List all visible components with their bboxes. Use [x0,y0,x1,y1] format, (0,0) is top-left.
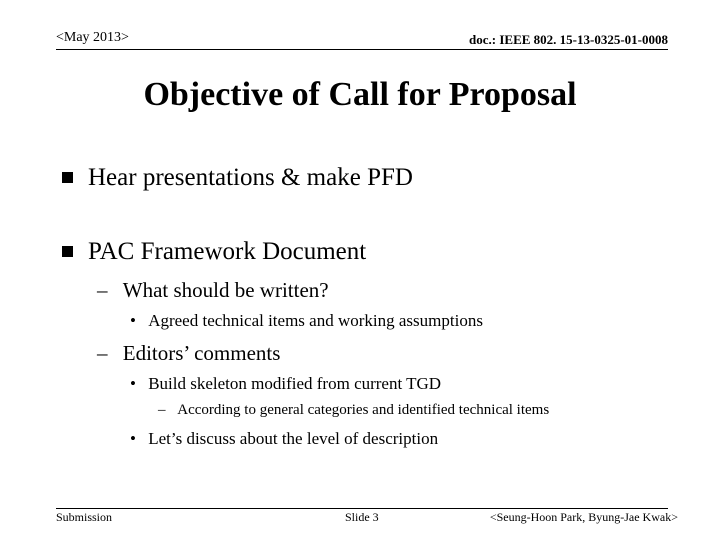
sub-bullet-2-2 [97,341,280,366]
sub-bullet-2-2-2-text: Let’s discuss about the level of description [148,429,439,448]
square-bullet-icon [62,172,73,183]
square-bullet-icon [62,246,73,257]
dot-marker: • [130,429,136,448]
sub-bullet-2-1-1-text: Agreed technical items and working assumptions [148,311,483,330]
footer-slide-number: Slide 3 [345,510,379,524]
footer-rule [56,508,668,509]
sub-bullet-2-2-2 [130,429,438,449]
sub-bullet-2-2-1-1 [158,402,549,419]
footer-submission: Submission [56,510,113,524]
sub-bullet-2-2-1-text: Build skeleton modified from current TGD [148,374,442,393]
dash-marker: – [97,341,108,365]
sub-bullet-2-1 [97,278,329,303]
sub-bullet-2-2-1 [130,374,441,394]
footer-authors: <Seung-Hoon Park, Byung-Jae Kwak> [489,510,678,524]
header-date: <May 2013> [56,30,129,45]
bullet-1 [62,164,413,192]
sub-bullet-2-2-1-1-text: According to general categories and identified technical items [177,402,550,418]
sub-bullet-2-1-1 [130,311,483,331]
sub-bullet-2-2-text: Editors’ comments [122,341,281,365]
bullet-2-text: PAC Framework Document [88,238,367,265]
sub-bullet-2-1-text: What should be written? [122,278,329,302]
dot-marker: • [130,311,136,330]
dash-marker: – [97,278,108,302]
dot-marker: • [130,374,136,393]
header-doc-id: doc.: IEEE 802. 15-13-0325-01-0008 [469,32,668,47]
slide-title: Objective of Call for Proposal [143,76,577,113]
bullet-1-text: Hear presentations & make PFD [88,164,413,191]
dash-marker: – [158,402,166,418]
bullet-2 [62,238,366,266]
header-rule [56,49,668,50]
